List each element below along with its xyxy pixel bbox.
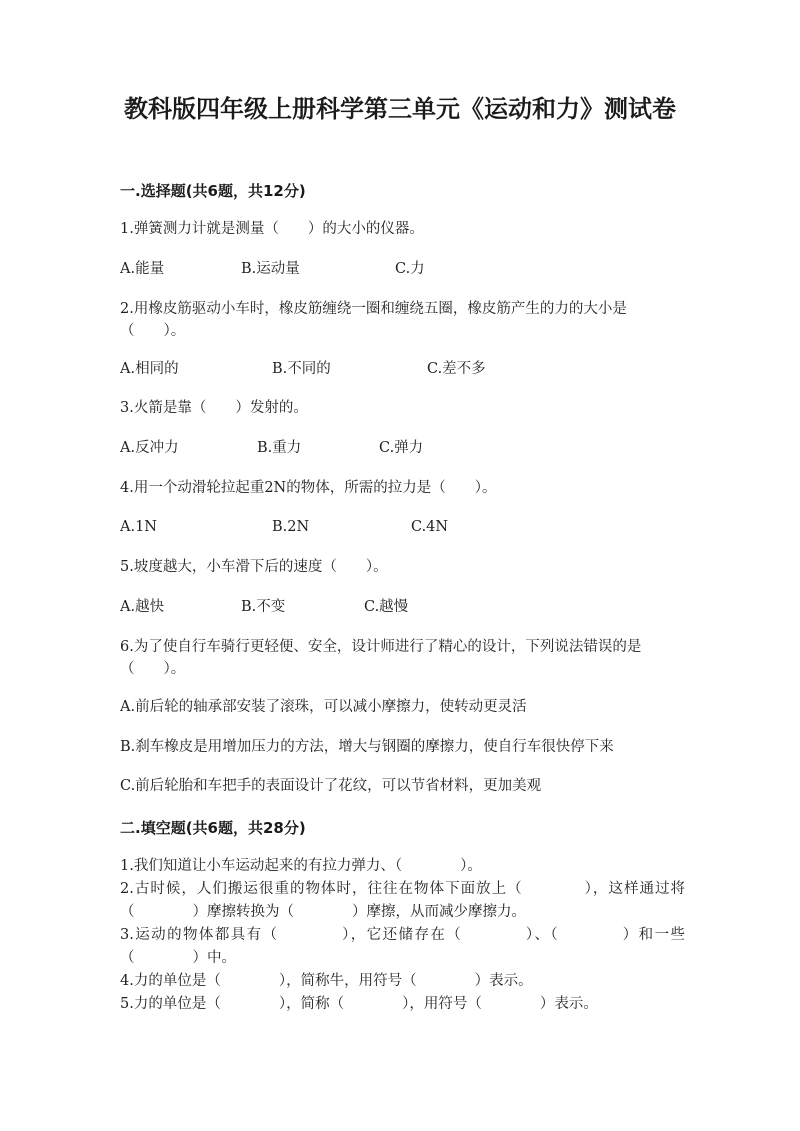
fill-question: 2.古时候，人们搬运很重的物体时，往往在物体下面放上（ ），这样通过将（ ）摩擦转换为（ ）摩擦，从而减少摩擦力。 [120,881,685,920]
option-a: A.能量 [120,261,165,277]
question-stem: 6.为了使自行车骑行更轻便、安全，设计师进行了精心的设计，下列说法错误的是（ ）。 [120,639,642,677]
section-heading-choice: 一.选择题(共6题，共12分) [120,182,306,200]
option-c: C.越慢 [364,599,409,615]
option-b: B.不同的 [272,361,331,377]
option-a: A.前后轮的轴承部安装了滚珠，可以减小摩擦力，使转动更灵活 [120,699,527,715]
option-c: C.弹力 [379,440,424,456]
fill-question: 4.力的单位是（ ），简称牛，用符号（ ）表示。 [120,973,533,989]
option-c: C.4N [411,519,449,535]
option-a: A.相同的 [120,361,179,377]
option-a: A.反冲力 [120,440,179,456]
question-stem: 3.火箭是靠（ ）发射的。 [120,400,308,416]
option-c: C.力 [395,261,425,277]
question-stem: 2.用橡皮筋驱动小车时，橡皮筋缠绕一圈和缠绕五圈，橡皮筋产生的力的大小是（ ）。 [120,301,627,339]
option-c: C.前后轮胎和车把手的表面设计了花纹，可以节省材料，更加美观 [120,778,542,794]
question-stem: 1.弹簧测力计就是测量（ ）的大小的仪器。 [120,221,424,237]
question-stem: 5.坡度越大，小车滑下后的速度（ ）。 [120,559,388,575]
fill-question: 5.力的单位是（ ），简称（ ），用符号（ ）表示。 [120,996,598,1012]
option-a: A.1N [120,519,157,535]
question-stem: 4.用一个动滑轮拉起重2N的物体，所需的拉力是（ ）。 [120,480,497,496]
option-b: B.运动量 [241,261,300,277]
fill-question: 3.运动的物体都具有（ ），它还储存在（ ）、（ ）和一些（ ）中。 [120,927,685,966]
fill-question: 1.我们知道让小车运动起来的有拉力弹力、（ ）。 [120,858,482,874]
option-b: B.刹车橡皮是用增加压力的方法，增大与钢圈的摩擦力，使自行车很快停下来 [120,739,614,755]
section-heading-fill: 二.填空题(共6题，共28分) [120,819,306,837]
option-b: B.重力 [257,440,302,456]
option-b: B.2N [272,519,310,535]
option-b: B.不变 [241,599,286,615]
option-c: C.差不多 [427,361,486,377]
fill-in-list [120,855,685,1016]
page-title: 教科版四年级上册科学第三单元《运动和力》测试卷 [124,94,676,123]
option-a: A.越快 [120,599,165,615]
